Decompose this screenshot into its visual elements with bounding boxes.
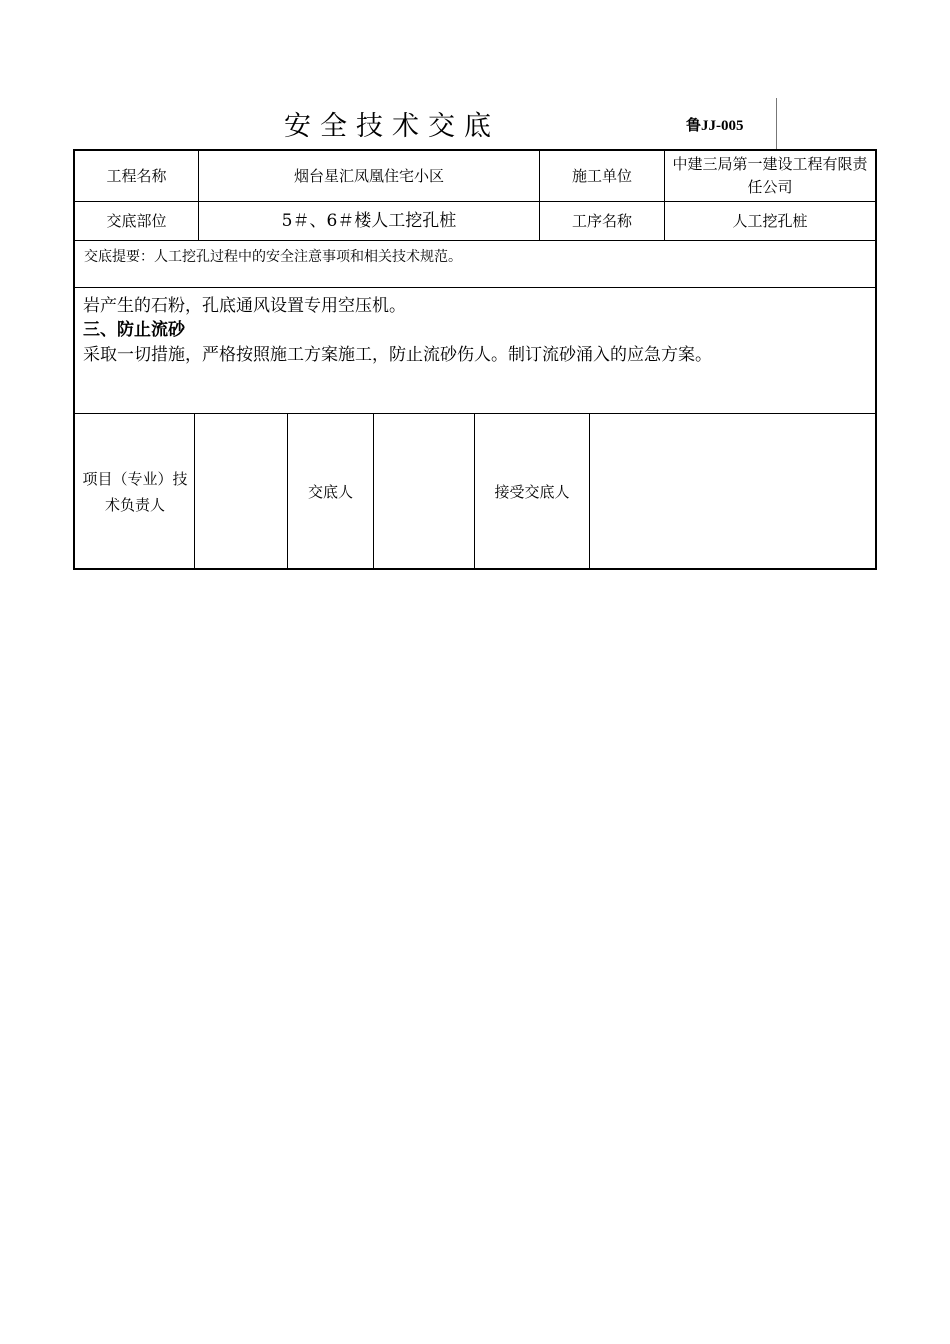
process-name-value: 人工挖孔桩 bbox=[732, 212, 808, 230]
receiver-label: 接受交底人 bbox=[494, 482, 570, 501]
tech-lead-label: 项目（专业）技术负责人 bbox=[82, 470, 188, 514]
process-name-label: 工序名称 bbox=[571, 212, 632, 230]
content-line: 岩产生的石粉，孔底通风设置专用空压机。 bbox=[83, 296, 406, 316]
disclosure-summary: 交底提要：人工挖孔过程中的安全注意事项和相关技术规范。 bbox=[84, 249, 462, 265]
disclosure-part-label: 交底部位 bbox=[106, 212, 167, 230]
discloser-signature bbox=[374, 414, 474, 569]
page-title: 安全技术交底 bbox=[284, 111, 500, 142]
project-name-label: 工程名称 bbox=[106, 166, 167, 185]
contractor-value: 中建三局第一建设工程有限责任公司 bbox=[672, 154, 868, 196]
content-line: 采取一切措施，严格按照施工方案施工，防止流砂伤人。制订流砂涌入的应急方案。 bbox=[83, 345, 712, 365]
row-divider bbox=[74, 240, 876, 241]
receiver-signature bbox=[590, 414, 875, 569]
document-code: 鲁JJ-005 bbox=[686, 118, 744, 134]
disclosure-part-value: 5＃、6＃楼人工挖孔桩 bbox=[281, 211, 457, 231]
row-divider bbox=[74, 287, 876, 288]
project-name-value: 烟台星汇凤凰住宅小区 bbox=[293, 166, 444, 185]
contractor-label: 施工单位 bbox=[571, 166, 632, 185]
tech-lead-signature bbox=[195, 414, 287, 569]
corner-divider bbox=[776, 98, 777, 150]
section-heading: 三、防止流砂 bbox=[83, 320, 185, 340]
discloser-label: 交底人 bbox=[307, 482, 353, 501]
